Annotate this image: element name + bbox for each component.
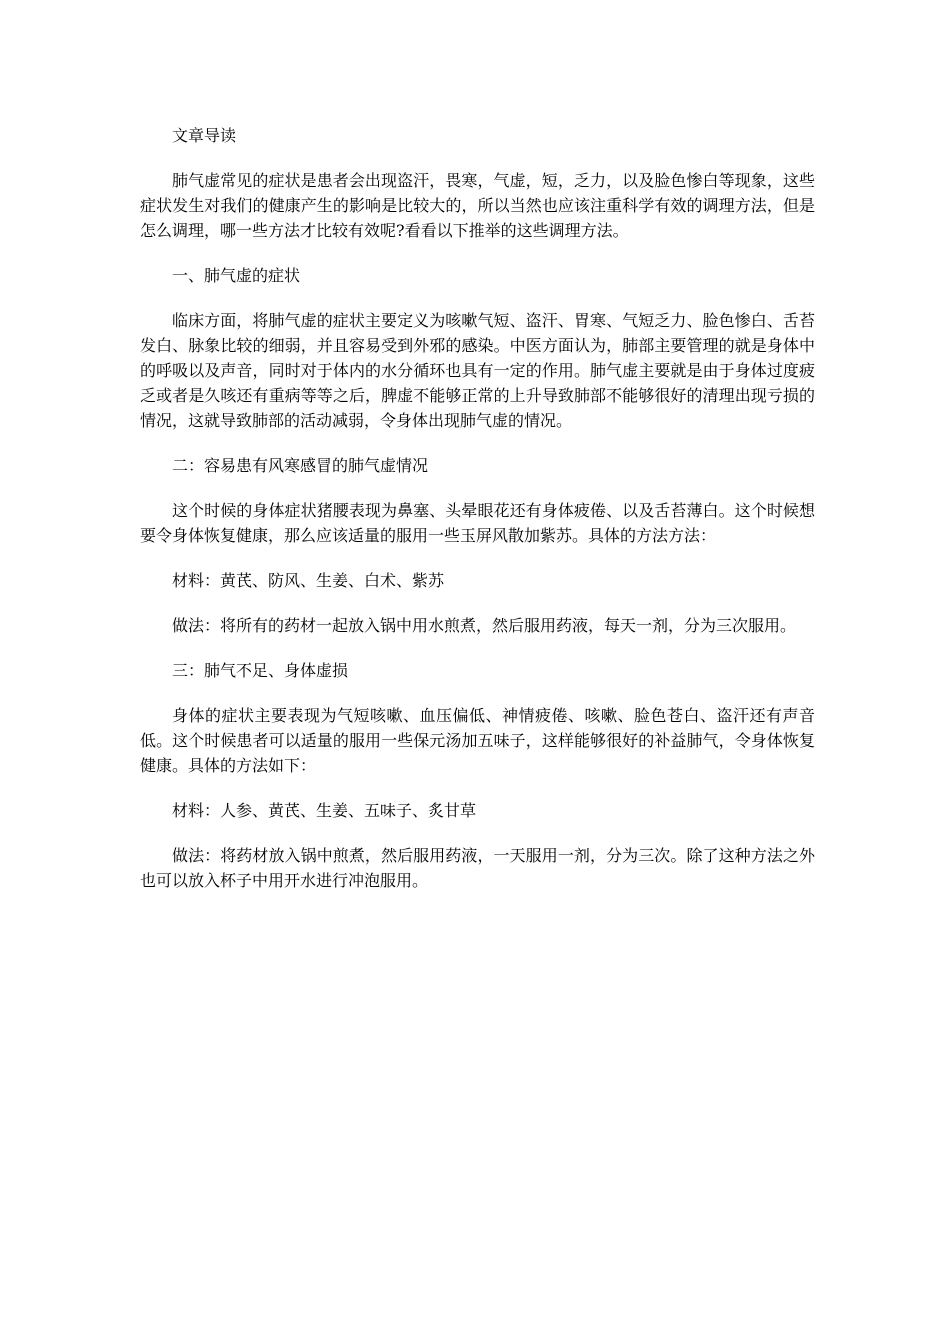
section3-method: 做法：将药材放入锅中煎煮，然后服用药液，一天服用一剂，分为三次。除了这种方法之外也可以放入杯子中用开水进行冲泡服用。 (140, 846, 815, 890)
section2-materials: 材料：黄芪、防风、生姜、白术、紫苏 (172, 571, 445, 590)
section3-heading: 三：肺气不足、身体虚损 (172, 661, 349, 680)
section1-paragraph: 临床方面，将肺气虚的症状主要定义为咳嗽气短、盗汗、胃寒、气短乏力、脸色惨白、舌苔发白、脉象比较的细弱，并且容易受到外邪的感染。中医方面认为，肺部主要管理的就是身体中的呼吸以及声音，同时对于体内的水分循环也具有一定的作用。肺气虚主要就是由于身体过度疲乏或者是久咳还有重病等等之后，脾虚不能够正常的上升导致肺部不能够很好的清理出现亏损的情况，这就导致肺部的活动减弱，令身体出现肺气虚的情况。 (140, 311, 815, 430)
section3-materials: 材料：人参、黄芪、生姜、五味子、炙甘草 (172, 801, 477, 820)
intro-heading: 文章导读 (172, 126, 237, 145)
section2-heading: 二：容易患有风寒感冒的肺气虚情况 (172, 456, 429, 475)
section2-method: 做法：将所有的药材一起放入锅中用水煎煮，然后服用药液，每天一剂，分为三次服用。 (172, 616, 797, 635)
intro-paragraph: 肺气虚常见的症状是患者会出现盗汗，畏寒，气虚，短，乏力，以及脸色惨白等现象，这些症状发生对我们的健康产生的影响是比较大的，所以当然也应该注重科学有效的调理方法，但是怎么调理，哪一些方法才比较有效呢?看看以下推举的这些调理方法。 (140, 171, 815, 240)
article-body (140, 123, 815, 913)
section2-paragraph: 这个时候的身体症状猪腰表现为鼻塞、头晕眼花还有身体疲倦、以及舌苔薄白。这个时候想要令身体恢复健康，那么应该适量的服用一些玉屏风散加紫苏。具体的方法方法： (140, 501, 815, 545)
section3-paragraph: 身体的症状主要表现为气短咳嗽、血压偏低、神情疲倦、咳嗽、脸色苍白、盗汗还有声音低。这个时候患者可以适量的服用一些保元汤加五味子，这样能够很好的补益肺气，令身体恢复健康。具体的方法如下： (140, 706, 815, 775)
section1-heading: 一、肺气虚的症状 (172, 266, 301, 285)
